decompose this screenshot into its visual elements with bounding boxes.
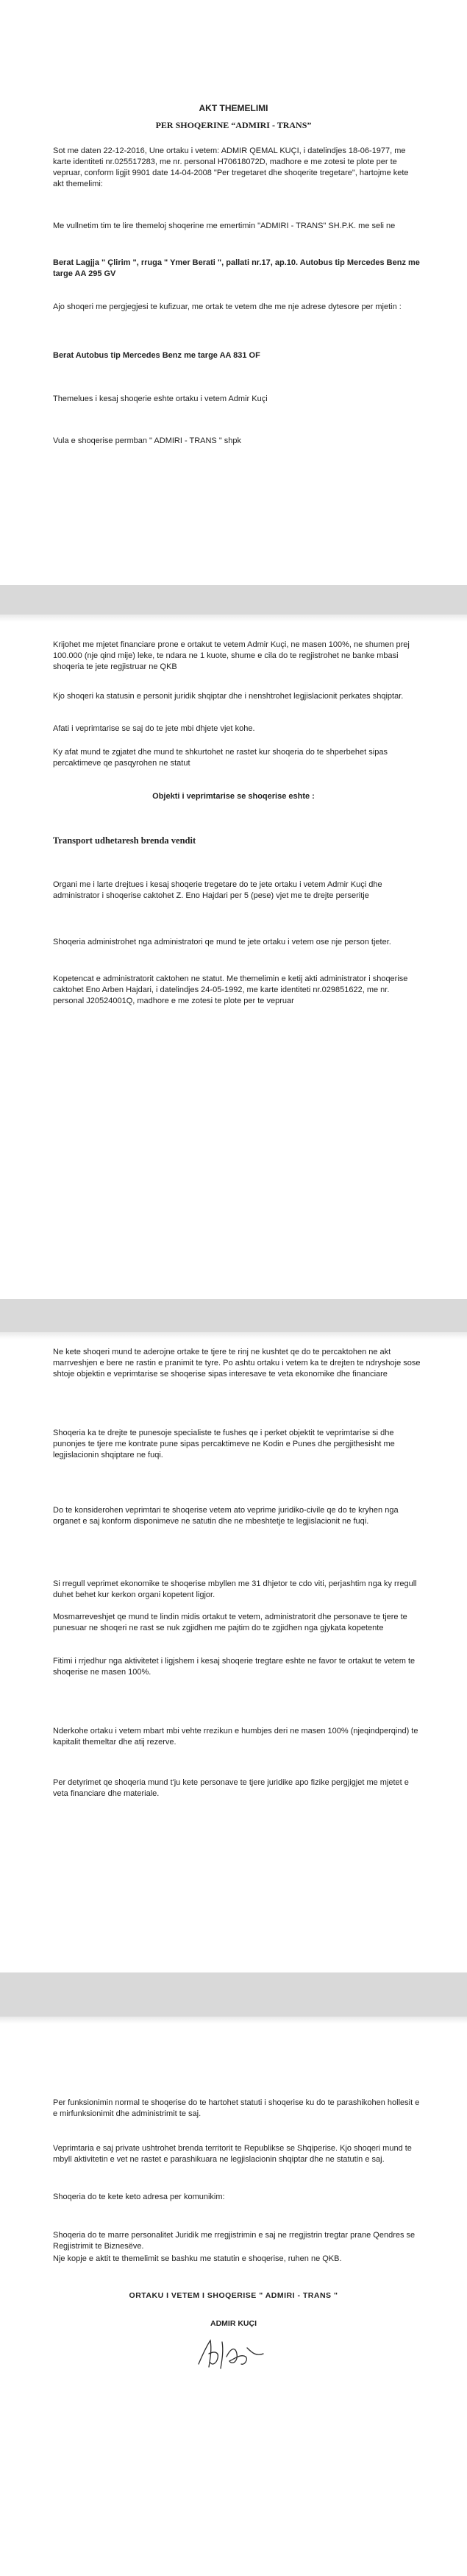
document-page-3 [0, 1332, 467, 1972]
document-page-4 [0, 2017, 467, 2576]
paragraph-decision: Me vullnetim tim te lire themeloj shoqerine me emertimin "ADMIRI - TRANS" SH.P.K. me seli ne [53, 222, 396, 230]
document-page-2 [0, 615, 467, 1299]
document-page-1 [0, 0, 467, 585]
paragraph-disputes: Mosmarreveshjet qe mund te lindin midis ortakut te vetem, administratorit dhe personave te tjere te punesuar ne shoqeri ne rast se nuk zgjidhen me pajtim do te zgjidhen nga gjykata kopetente [53, 1613, 407, 1632]
handwritten-signature [193, 2332, 274, 2376]
paragraph-address-note: Shoqeria do te kete keto adresa per komunikim: [53, 2193, 225, 2201]
paragraph-intro: Sot me daten 22-12-2016, Une ortaku i vetem: ADMIR QEMAL KUÇI, i datelindjes 18-06-1977, me karte identiteti nr.025517283, me nr. personal H70618072D, madhore e me zotesi te plote per te vepruar, conform ligjit 9901 date 14-04-2008 "Per tregetaret dhe shoqerite tregetare", hartojme kete akt themelimi: [53, 146, 409, 188]
page-edge-shadow [0, 615, 467, 622]
paragraph-capital: Krijohet me mjetet financiare prone e ortakut te vetem Admir Kuçi, ne masen 100%, ne shumen prej 100.000 (nje qind mije) leke, te ndara ne 1 kuote, shume e cila do te regjistrohet ne banke mbasi shoqeria te jete regjistruar ne QKB [53, 640, 410, 671]
paragraph-term-extension: Ky afat mund te zgjatet dhe mund te shkurtohet ne rastet kur shoqeria do te shperbehet sipas percaktimeve qe pasqyrohen ne statut [53, 748, 388, 768]
document-title: AKT THEMELIMI [199, 103, 268, 113]
paragraph-third-parties: Per detyrimet qe shoqeria mund t'ju kete personave te tjere juridike apo fizike pergjigjet me mjetet e veta financiare dhe materiale. [53, 1778, 409, 1798]
paragraph-employees: Shoqeria ka te drejte te punesoje specialiste te fushes qe i perket objektit te veprimtarise si dhe punonjes te tjere me kontrate pune sipas percaktimeve ne Kodin e Punes dhe pergjithesisht me legjislacionin shqiptare ne fuqi. [53, 1429, 395, 1459]
paragraph-new-partners: Ne kete shoqeri mund te aderojne ortake te tjere te rinj ne kushtet qe do te percaktohen ne akt marrveshjen e bere ne rastin e pranimit te tyre. Po ashtu ortaku i vetem ka te drejten te ndryshoje sose shtoje objektin e veprimtarise se shoqerise sipas interesave te veta ekonomike dhe financiare [53, 1348, 421, 1379]
paragraph-governance: Organi me i larte drejtues i kesaj shoqerie tregetare do te jete ortaku i vetem Admir Kuçi dhe administrator i shoqerise caktohet Z. Eno Hajdari per 5 (pese) vjet me te drejte perseritje [53, 880, 382, 900]
signatory-title: ORTAKU I VETEM I SHOQERISE " ADMIRI - TRANS " [129, 2291, 338, 2300]
paragraph-object: Transport udhetaresh brenda vendit [53, 835, 196, 846]
paragraph-copy: Nje kopje e aktit te themelimit se bashku me statutin e shoqerise, ruhen ne QKB. [53, 2254, 342, 2263]
paragraph-profits: Fitimi i rrjedhur nga aktivitetet i ligjshem i kesaj shoqerie tregtare eshte ne favor te ortakut te vetem te shoqerise ne masen 100%. [53, 1657, 416, 1677]
paragraph-registration: Shoqeria do te marre personalitet Juridik me rregjistrimin e saj ne rregjistrin tregtar prane Qendres se Regjistrimit te Biznesëve. [53, 2231, 416, 2251]
paragraph-losses: Nderkohe ortaku i vetem mbart mbi vehte rrezikun e humbjes deri ne masen 100% (njeqindperqind) te kapitalit themeltar dhe atij rezerve. [53, 1727, 418, 1747]
paragraph-second-address: Berat Autobus tip Mercedes Benz me targe AA 831 OF [53, 351, 260, 360]
paragraph-statute: Per funksionimin normal te shoqerise do te hartohet statuti i shoqerise ku do te parashikohen hollesit e e mirfunksionimit dhe administrimit te saj. [53, 2098, 420, 2118]
paragraph-fiscal-year: Si rregull veprimet ekonomike te shoqerise mbyllen me 31 dhjetor te cdo viti, perjashtim nga ky rregull duhet behet kur kerkon organi kopetent ligjor. [53, 1579, 417, 1599]
paragraph-competence: Kopetencat e administratorit caktohen ne statut. Me themelimin e ketij akti administrator i shoqerise caktohet Eno Arben Hajdari, i datelindjes 24-05-1992, me karte identiteti nr.029851622, me nr. personal J20524001Q, madhore e me zotesi te plote per te vepruar [53, 974, 408, 1005]
paragraph-territory: Veprimtaria e saj private ushtrohet brenda territorit te Republikse se Shqiperise. Kjo shoqeri mund te mbyll aktivitetin e vet ne rastet e parashikuara ne legjislacionin shqiptar dhe ne statutin e saj. [53, 2144, 412, 2164]
paragraph-seat: Berat Lagjja " Çlirim ", rruga " Ymer Berati ", pallati nr.17, ap.10. Autobus tip Mercedes Benz me targe AA 295 GV [53, 258, 420, 278]
paragraph-administrator: Shoqeria administrohet nga administratori qe mund te jete ortaku i vetem ose nje person tjeter. [53, 938, 391, 946]
paragraph-legal-status: Kjo shoqeri ka statusin e personit juridik shqiptar dhe i nenshtrohet legjislacionit perkates shqiptar. [53, 692, 404, 701]
paragraph-term: Afati i veprimtarise se saj do te jete mbi dhjete vjet kohe. [53, 724, 255, 733]
paragraph-second-address-intro: Ajo shoqeri me pergjegjesi te kufizuar, me ortak te vetem dhe me nje adrese dytesore per mjetin : [53, 302, 402, 311]
paragraph-legal-actions: Do te konsiderohen veprimtari te shoqerise vetem ato veprime juridiko-civile qe do te kryhen nga organet e saj konform disponimeve ne satutin dhe ne mbeshtetje te legjislacionit ne fuqi. [53, 1506, 399, 1526]
signatory-name: ADMIR KUÇI [210, 2319, 257, 2328]
document-subtitle: PER SHOQERINE “ADMIRI - TRANS” [155, 120, 312, 130]
object-heading: Objekti i veprimtarise se shoqerise eshte : [152, 792, 315, 801]
paragraph-founder: Themelues i kesaj shoqerie eshte ortaku i vetem Admir Kuçi [53, 394, 268, 403]
page-edge-shadow [0, 1332, 467, 1340]
page-edge-shadow [0, 2017, 467, 2024]
paragraph-seal: Vula e shoqerise permban " ADMIRI - TRANS " shpk [53, 436, 242, 445]
